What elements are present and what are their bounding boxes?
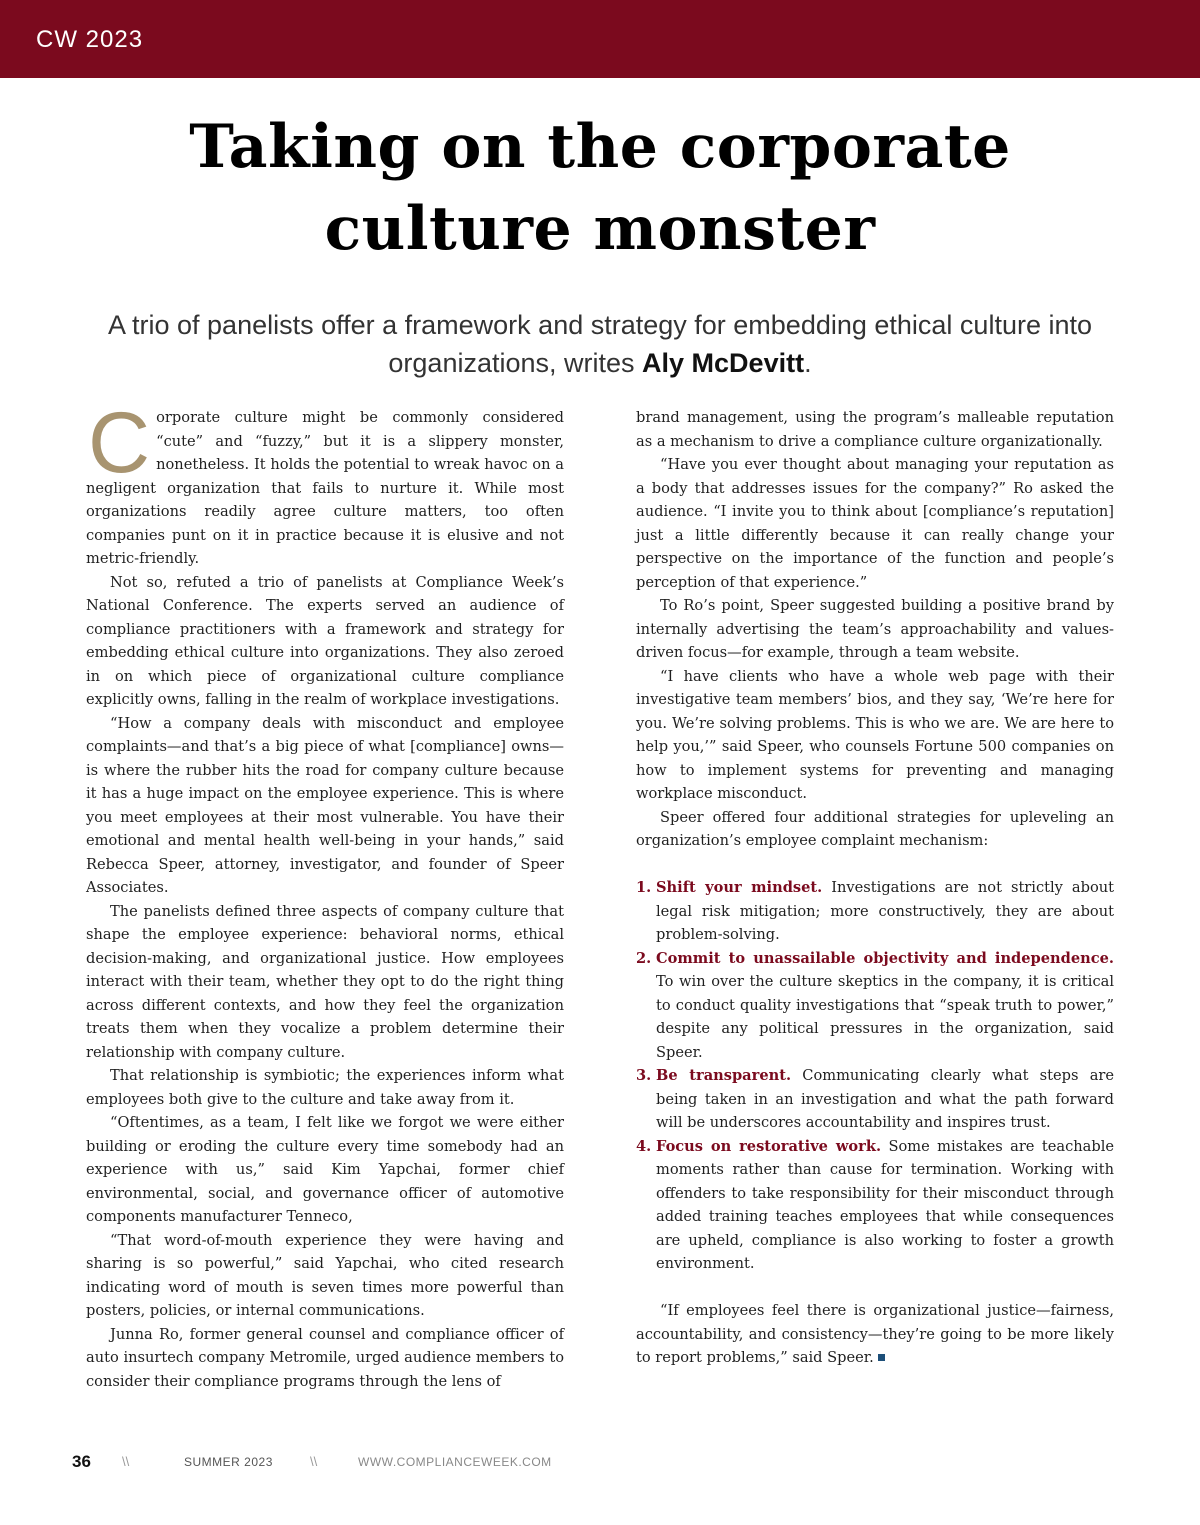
- article-column-left: [86, 395, 564, 1393]
- list-lead: Focus on restorative work.: [656, 1137, 882, 1155]
- article-subtitle: [80, 306, 1120, 382]
- author-name: Aly McDevitt: [642, 348, 805, 378]
- strategy-list: [636, 876, 1114, 1276]
- title-line-2: culture monster: [324, 194, 876, 264]
- paragraph: “Oftentimes, as a team, I felt like we forgot we were either building or eroding the culture every time somebody had an experience with us,” said Kim Yapchai, former chief environmental, social, and governance officer of automotive components manufacturer Tenneco,: [86, 1114, 564, 1225]
- spacer: [636, 853, 1114, 877]
- paragraph: brand management, using the program’s malleable reputation as a mechanism to drive a compliance culture organizationally.: [636, 409, 1114, 450]
- list-number: 4.: [636, 1137, 652, 1155]
- list-lead: Be transparent.: [656, 1067, 792, 1084]
- list-text: Some mistakes are teachable moments rather than cause for termination. Working with offenders to take responsibility for their misconduct through added training teaches employees that while consequences are upheld, compliance is also working to foster a growth environment.: [656, 1137, 1114, 1272]
- list-lead: Shift your mindset.: [656, 879, 823, 896]
- drop-cap: C: [88, 395, 151, 491]
- footer-separator: \\: [310, 1454, 318, 1469]
- section-label: CW 2023: [36, 26, 144, 53]
- list-item: [636, 876, 1114, 947]
- page-number: 36: [72, 1452, 91, 1471]
- paragraph: Corporate culture might be commonly considered “cute” and “fuzzy,” but it is a slippery monster, nonetheless. It holds the potential to wreak havoc on a negligent organization that fails to nurture it. While most organizations readily agree culture matters, too often companies punt on it in practice because it is elusive and not metric-friendly.: [86, 395, 564, 567]
- list-item: [636, 947, 1114, 1065]
- paragraph: The panelists defined three aspects of company culture that shape the employee experience: behavioral norms, ethical decision-making, and organizational justice. How employees interact with their team, whether they opt to do the right thing across different contexts, and how they feel the organization treats them when they vocalize a problem determine their relationship with company culture.: [86, 902, 564, 1061]
- paragraph: “I have clients who have a whole web page with their investigative team members’ bios, and they say, ‘We’re here for you. We’re solving problems. This is who we are. We are here to help you,’” said Speer, who counsels Fortune 500 companies on how to implement systems for preventing and managing workplace misconduct.: [636, 667, 1114, 802]
- closing-paragraph: “If employees feel there is organizational justice—fairness, accountability, and consistency—they’re going to be more likely to report problems,” said Speer.: [636, 1302, 1114, 1366]
- list-text: Investigations are not strictly about legal risk mitigation; more constructively, they are about problem-solving.: [656, 879, 1114, 943]
- list-number: 2.: [636, 949, 652, 967]
- list-lead: Commit to unassailable objectivity and independence.: [656, 949, 1114, 967]
- end-mark-icon: [878, 1354, 885, 1361]
- list-number: 1.: [636, 879, 652, 896]
- title-line-1: Taking on the corporate: [189, 112, 1011, 182]
- paragraph: “How a company deals with misconduct and employee complaints—and that’s a big piece of what [compliance] owns—is where the rubber hits the road for company culture because it has a huge impact on the employee experience. This is where you meet employees at their most vulnerable. You have their emotional and mental health well-being in your hands,” said Rebecca Speer, attorney, investigator, and founder of Speer Associates.: [86, 714, 564, 896]
- paragraph: To Ro’s point, Speer suggested building a positive brand by internally advertising the team’s approachability and values-driven focus—for example, through a team website.: [636, 597, 1114, 661]
- article-column-right: [636, 406, 1114, 1370]
- subtitle-text: A trio of panelists offer a framework and strategy for embedding ethical culture into organizations, writes: [107, 310, 1093, 378]
- footer-separator: \\: [122, 1454, 130, 1469]
- header-banner: [0, 0, 1200, 78]
- paragraph: Not so, refuted a trio of panelists at Compliance Week’s National Conference. The experts served an audience of compliance practitioners with a framework and strategy for embedding ethical culture into organizations. They also zeroed in on which piece of organizational culture compliance explicitly owns, falling in the realm of workplace investigations.: [86, 573, 564, 708]
- spacer: [636, 1276, 1114, 1300]
- list-item: [636, 1064, 1114, 1135]
- list-number: 3.: [636, 1067, 652, 1084]
- paragraph: That relationship is symbiotic; the experiences inform what employees both give to the culture and take away from it.: [86, 1067, 564, 1108]
- issue-label: SUMMER 2023: [184, 1455, 273, 1469]
- list-item: [636, 1135, 1114, 1276]
- article-title: [60, 106, 1140, 270]
- paragraph: “Have you ever thought about managing your reputation as a body that addresses issues for the company?” Ro asked the audience. “I invite you to think about [compliance’s reputation] just a little differently because it can really change your perspective on the importance of the function and people’s perception of that experience.”: [636, 456, 1114, 591]
- list-text: Communicating clearly what steps are being taken in an investigation and what the path forward will be underscores accountability and inspires trust.: [656, 1067, 1115, 1131]
- paragraph: Junna Ro, former general counsel and compliance officer of auto insurtech company Metromile, urged audience members to consider their compliance programs through the lens of: [86, 1325, 564, 1390]
- paragraph: Speer offered four additional strategies for upleveling an organization’s employee complaint mechanism:: [636, 808, 1114, 849]
- paragraph: “That word-of-mouth experience they were having and sharing is so powerful,” said Yapchai, who cited research indicating word of mouth is seven times more powerful than posters, policies, or internal communications.: [86, 1231, 564, 1319]
- website-link[interactable]: WWW.COMPLIANCEWEEK.COM: [358, 1455, 552, 1469]
- list-text: To win over the culture skeptics in the company, it is critical to conduct quality investigations that “speak truth to power,” despite any political pressures in the organization, said Speer.: [656, 973, 1114, 1061]
- subtitle-end: .: [804, 348, 812, 378]
